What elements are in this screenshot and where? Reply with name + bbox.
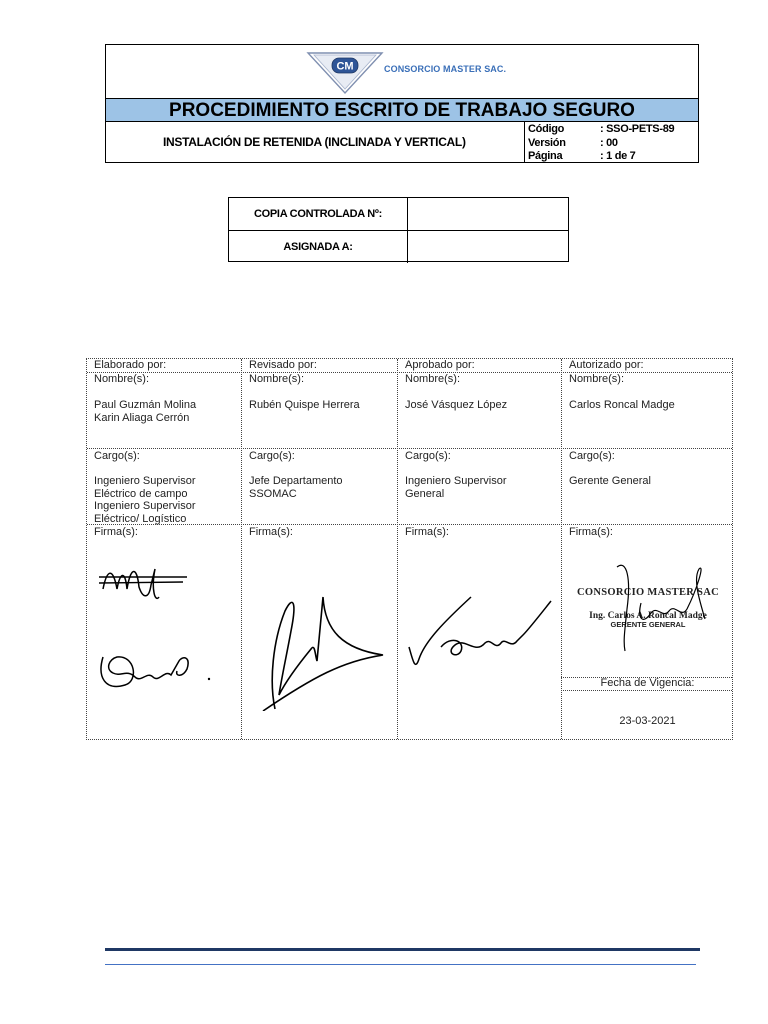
cargo-label: Cargo(s): xyxy=(405,450,451,462)
meta-key: Versión xyxy=(528,136,566,149)
document-meta xyxy=(528,123,674,164)
grid-line xyxy=(241,359,242,739)
role-label: Elaborado por: xyxy=(94,359,167,371)
document-subtitle: INSTALACIÓN DE RETENIDA (INCLINADA Y VERTICAL) xyxy=(163,135,466,149)
name-label: Nombre(s): xyxy=(249,373,305,385)
cargo-value: Eléctrico de campo xyxy=(94,488,188,500)
cargo-label: Cargo(s): xyxy=(249,450,295,462)
controlled-copy-table xyxy=(228,197,569,262)
firma-label: Firma(s): xyxy=(249,526,293,538)
meta-value: : 1 de 7 xyxy=(600,150,636,162)
role-label: Autorizado por: xyxy=(569,359,644,371)
company-logo xyxy=(306,51,384,95)
firma-label: Firma(s): xyxy=(94,526,138,538)
role-label: Aprobado por: xyxy=(405,359,475,371)
signature-karin xyxy=(95,647,215,697)
cargo-value: Ingeniero Supervisor xyxy=(94,475,196,487)
cargo-value: General xyxy=(405,488,445,500)
name-label: Nombre(s): xyxy=(405,373,461,385)
signature-jose xyxy=(405,591,555,681)
subtitle-cell xyxy=(106,122,525,162)
cargo-value: Gerente General xyxy=(569,475,651,487)
stamp-name: Ing. Carlos A. Roncal Madge xyxy=(589,611,707,621)
meta-row-page xyxy=(528,150,674,164)
cargo-value: Ingeniero Supervisor xyxy=(405,475,507,487)
controlled-copy-label: COPIA CONTROLADA Nº: xyxy=(229,198,408,230)
company-name: CONSORCIO MASTER SAC. xyxy=(384,64,507,74)
controlled-copy-row xyxy=(229,198,568,230)
signature-ruben xyxy=(253,591,393,711)
person-name: Carlos Roncal Madge xyxy=(569,399,675,411)
cargo-value: Jefe Departamento xyxy=(249,475,343,487)
cargo-value: Eléctrico/ Logístico xyxy=(94,513,187,525)
assigned-to-label: ASIGNADA A: xyxy=(229,231,408,263)
cargo-value: Ingeniero Supervisor xyxy=(94,500,196,512)
cargo-label: Cargo(s): xyxy=(569,450,615,462)
stamp-title: GERENTE GENERAL xyxy=(610,620,686,629)
grid-line xyxy=(397,359,398,739)
stamp-company: CONSORCIO MASTER SAC xyxy=(577,587,719,598)
document-header xyxy=(105,44,699,163)
firma-label: Firma(s): xyxy=(569,526,613,538)
meta-value: : SSO-PETS-89 xyxy=(600,123,675,135)
person-name: Karin Aliaga Cerrón xyxy=(94,412,190,424)
logo-area xyxy=(106,45,698,98)
logo-text: CM xyxy=(336,60,354,73)
meta-row-version xyxy=(528,137,674,151)
signature-paul xyxy=(93,559,213,609)
cargo-label: Cargo(s): xyxy=(94,450,140,462)
person-name: Rubén Quispe Herrera xyxy=(249,399,360,411)
vigencia-label: Fecha de Vigencia: xyxy=(600,677,695,689)
assigned-to-row xyxy=(229,230,568,263)
meta-key: Página xyxy=(528,150,563,162)
role-label: Revisado por: xyxy=(249,359,317,371)
footer-rule-thick xyxy=(105,948,700,951)
document-title: PROCEDIMIENTO ESCRITO DE TRABAJO SEGURO xyxy=(169,100,635,121)
meta-key: Código xyxy=(528,123,565,135)
name-label: Nombre(s): xyxy=(569,373,625,385)
meta-row-code xyxy=(528,123,674,137)
cargo-value: SSOMAC xyxy=(249,488,297,500)
meta-value: : 00 xyxy=(600,136,618,149)
grid-line xyxy=(87,448,732,449)
title-bar xyxy=(106,98,698,122)
footer-rule-thin xyxy=(105,964,696,965)
grid-line xyxy=(561,690,732,691)
signature-carlos xyxy=(607,559,727,659)
firma-label: Firma(s): xyxy=(405,526,449,538)
person-name: José Vásquez López xyxy=(405,399,508,411)
vigencia-date: 23-03-2021 xyxy=(619,715,676,727)
approval-table xyxy=(86,358,733,740)
person-name: Paul Guzmán Molina xyxy=(94,399,197,411)
name-label: Nombre(s): xyxy=(94,373,150,385)
